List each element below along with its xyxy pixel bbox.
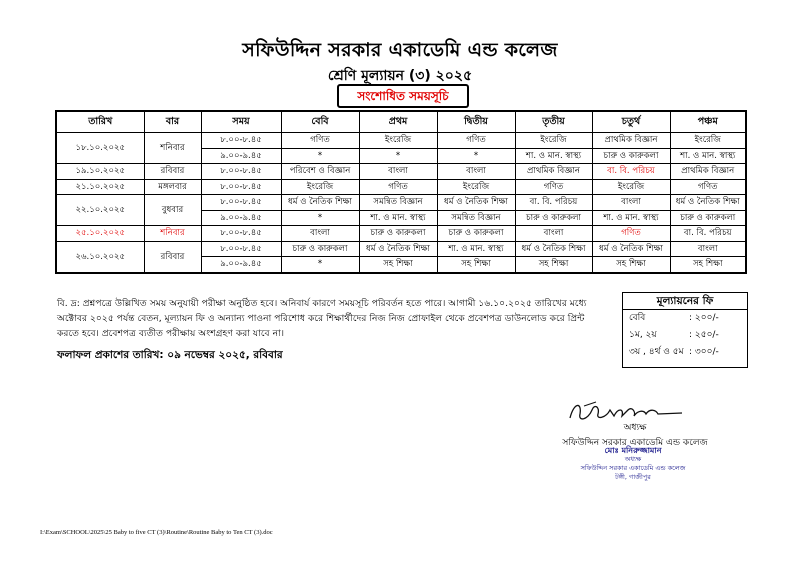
subject-cell: সহ শিক্ষা [670, 257, 746, 273]
subject-cell: শা. ও মান. স্বাস্থ্য [592, 210, 670, 226]
time-cell: ৯.০০-৯.৪৫ [201, 148, 281, 164]
subject-cell: সহ শিক্ষা [437, 257, 515, 273]
subject-cell: ইংরেজি [515, 133, 592, 149]
fee-box [622, 292, 748, 368]
subject-cell: চারু ও কারুকলা [515, 210, 592, 226]
subject-cell: ইংরেজি [359, 133, 437, 149]
subject-cell: সহ শিক্ষা [592, 257, 670, 273]
fee-row [623, 327, 747, 344]
table-row [56, 179, 746, 195]
stamp-location: টঙ্গী, গাজীপুর [615, 473, 651, 481]
file-path-footer: I:\Exam\SCHOOL\2025\25 Baby to five CT (3)\Routine\Routine Baby to Ten CT (3).doc [40, 529, 273, 536]
subject-cell: * [281, 148, 359, 164]
subject-cell: * [359, 148, 437, 164]
date-cell: ১৮.১০.২০২৫ [56, 133, 144, 164]
day-cell: শনিবার [144, 226, 201, 242]
column-header: চতুর্থ [592, 111, 670, 133]
day-cell: রবিবার [144, 164, 201, 180]
subject-cell: সহ শিক্ষা [515, 257, 592, 273]
subject-cell: ধর্ম ও নৈতিক শিক্ষা [515, 241, 592, 257]
fee-title: মূল্যায়নের ফি [623, 293, 747, 310]
subject-cell: শা. ও মান. স্বাস্থ্য [515, 148, 592, 164]
subject-cell: সহ শিক্ষা [359, 257, 437, 273]
stamp-institution: সফিউদ্দিন সরকার একাডেমি এন্ড কলেজ [580, 464, 686, 472]
day-cell: শনিবার [144, 133, 201, 164]
fee-amount: : ২০০/- [689, 313, 719, 323]
table-row [56, 164, 746, 180]
fee-label: ১ম, ২য় [629, 330, 657, 340]
fee-row [623, 310, 747, 327]
fee-label: বেবি [629, 313, 646, 323]
day-cell: বুধবার [144, 195, 201, 226]
time-cell: ৯.০০-৯.৪৫ [201, 257, 281, 273]
subject-cell: ধর্ম ও নৈতিক শিক্ষা [670, 195, 746, 211]
subject-cell: * [281, 257, 359, 273]
routine-table [55, 110, 747, 274]
date-cell: ২৬.১০.২০২৫ [56, 241, 144, 273]
day-cell: রবিবার [144, 241, 201, 273]
subject-cell: শা. ও মান. স্বাস্থ্য [359, 210, 437, 226]
signatory-role: অধ্যক্ষ [623, 423, 647, 433]
fee-amount: : ২৫০/- [689, 330, 719, 340]
column-header: তারিখ [56, 111, 144, 133]
signatory-institution: সফিউদ্দিন সরকার একাডেমি এন্ড কলেজ [562, 438, 708, 448]
subject-cell: ধর্ম ও নৈতিক শিক্ষা [281, 195, 359, 211]
subject-cell: চারু ও কারুকলা [437, 226, 515, 242]
stamp-role: অধ্যক্ষ [624, 455, 642, 463]
subject-cell: পরিবেশ ও বিজ্ঞান [281, 164, 359, 180]
subject-cell: বাংলা [592, 195, 670, 211]
subject-cell: গণিত [281, 133, 359, 149]
subject-cell: চারু ও কারুকলা [281, 241, 359, 257]
subject-cell: ইংরেজি [670, 133, 746, 149]
time-cell: ৮.০০-৮.৪৫ [201, 179, 281, 195]
column-header: সময় [201, 111, 281, 133]
date-cell: ২৫.১০.২০২৫ [56, 226, 144, 242]
time-cell: ৮.০০-৮.৪৫ [201, 164, 281, 180]
subject-cell: ইংরেজি [281, 179, 359, 195]
subject-cell: প্রাথমিক বিজ্ঞান [670, 164, 746, 180]
subject-cell: বাংলা [359, 164, 437, 180]
subject-cell: বা. বি. পরিচয় [592, 164, 670, 180]
column-header: প্রথম [359, 111, 437, 133]
principal-stamp [578, 446, 688, 482]
subject-cell: চারু ও কারুকলা [592, 148, 670, 164]
subject-cell: ইংরেজি [437, 179, 515, 195]
time-cell: ৯.০০-৯.৪৫ [201, 210, 281, 226]
subject-cell: প্রাথমিক বিজ্ঞান [515, 164, 592, 180]
notice-text: বি. দ্র: প্রশ্নপত্রে উল্লিখিত সময় অনুযায়ী পরীক্ষা অনুষ্ঠিত হবে। অনিবার্য কারণে সময়সূচি পরিবর্তন হতে পারে। আগামী ১৬.১০.২০২৫ তারিখের মধ্যে অক্টোবর ২০২৫ পর্যন্ত বেতন, মূল্যায়ন ফি ও অন্যান্য পাওনা পরিশোধ করে শিক্ষার্থীদের নিজ নিজ প্রোফাইল থেকে প্রবেশপত্র ডাউনলোড করে প্রিন্ট করতে হবে। প্রবেশপত্র ব্যতীত পরীক্ষায় অংশগ্রহণ করা যাবে না। [57, 298, 587, 339]
subject-cell: গণিত [437, 133, 515, 149]
subject-cell: ইংরেজি [592, 179, 670, 195]
column-header: দ্বিতীয় [437, 111, 515, 133]
column-header: বেবি [281, 111, 359, 133]
table-row [56, 133, 746, 149]
subject-cell: বাংলা [437, 164, 515, 180]
table-row [56, 226, 746, 242]
subject-cell: শা. ও মান. স্বাস্থ্য [437, 241, 515, 257]
subject-cell: বাংলা [670, 241, 746, 257]
table-row [56, 195, 746, 211]
subject-cell: * [281, 210, 359, 226]
subject-cell: ধর্ম ও নৈতিক শিক্ষা [359, 241, 437, 257]
subject-cell: গণিত [670, 179, 746, 195]
subject-cell: ধর্ম ও নৈতিক শিক্ষা [592, 241, 670, 257]
date-cell: ২২.১০.২০২৫ [56, 195, 144, 226]
subject-cell: গণিত [592, 226, 670, 242]
subject-cell: ধর্ম ও নৈতিক শিক্ষা [437, 195, 515, 211]
subject-cell: সমন্বিত বিজ্ঞান [359, 195, 437, 211]
subject-cell: গণিত [515, 179, 592, 195]
day-cell: মঙ্গলবার [144, 179, 201, 195]
time-cell: ৮.০০-৮.৪৫ [201, 226, 281, 242]
exam-subtitle: শ্রেণি মূল্যায়ন (৩) ২০২৫ [327, 68, 473, 84]
table-row [56, 241, 746, 257]
date-cell: ১৯.১০.২০২৫ [56, 164, 144, 180]
subject-cell: চারু ও কারুকলা [359, 226, 437, 242]
subject-cell: প্রাথমিক বিজ্ঞান [592, 133, 670, 149]
fee-row [623, 344, 747, 361]
subject-cell: বা. বি. পরিচয় [670, 226, 746, 242]
revised-schedule-badge: সংশোধিত সময়সূচি [337, 84, 469, 108]
subject-cell: বাংলা [515, 226, 592, 242]
subject-cell: বাংলা [281, 226, 359, 242]
institution-title: সফিউদ্দিন সরকার একাডেমি এন্ড কলেজ [242, 39, 558, 61]
fee-label: ৩য় , ৪র্থ ও ৫ম [629, 347, 684, 357]
subject-cell: গণিত [359, 179, 437, 195]
time-cell: ৮.০০-৮.৪৫ [201, 133, 281, 149]
fee-amount: : ৩০০/- [689, 347, 719, 357]
subject-cell: শা. ও মান. স্বাস্থ্য [670, 148, 746, 164]
result-date: ফলাফল প্রকাশের তারিখ: ০৯ নভেম্বর ২০২৫, রবিবার [57, 349, 283, 361]
table-header-row [56, 111, 746, 133]
date-cell: ২১.১০.২০২৫ [56, 179, 144, 195]
time-cell: ৮.০০-৮.৪৫ [201, 241, 281, 257]
time-cell: ৮.০০-৮.৪৫ [201, 195, 281, 211]
subject-cell: * [437, 148, 515, 164]
stamp-name: মোঃ মনিরুজ্জামান [604, 446, 662, 455]
subject-cell: বা. বি. পরিচয় [515, 195, 592, 211]
subject-cell: সমন্বিত বিজ্ঞান [437, 210, 515, 226]
subject-cell: চারু ও কারুকলা [670, 210, 746, 226]
column-header: পঞ্চম [670, 111, 746, 133]
column-header: তৃতীয় [515, 111, 592, 133]
column-header: বার [144, 111, 201, 133]
